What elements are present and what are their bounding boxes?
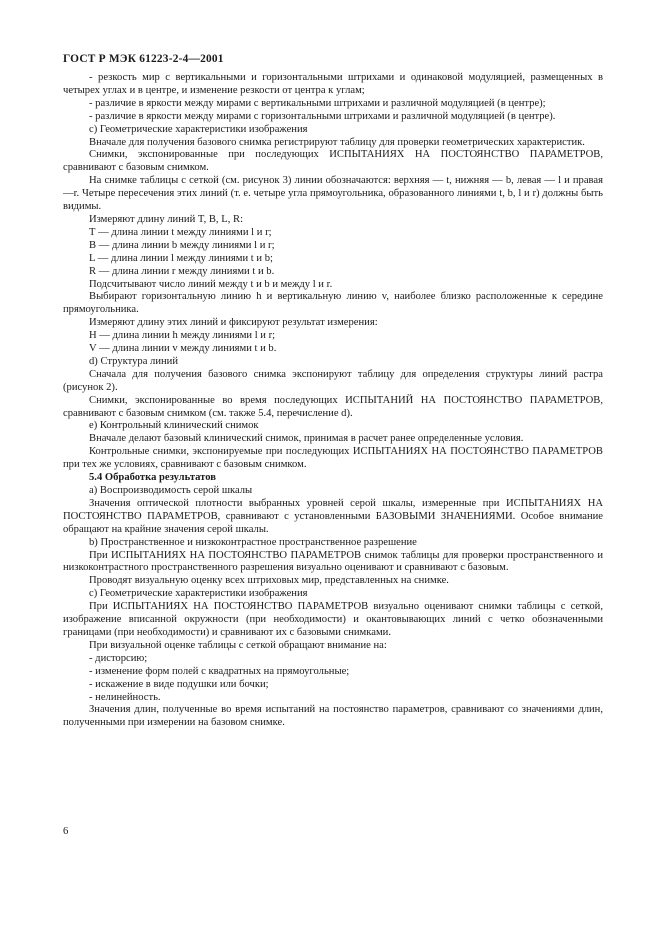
subsection-heading: b) Пространственное и низкоконтрастное пространственное разрешение [89, 536, 417, 548]
list-item: Т — длина линии t между линиями l и r; [89, 226, 272, 238]
paragraph: - различие в яркости между мирами с горизонтальными штрихами и различной модуляцией (в центре). [89, 110, 556, 122]
list-item: - нелинейность. [89, 691, 161, 703]
paragraph: Измеряют длину линий T, B, L, R: [89, 213, 244, 225]
paragraph: На снимке таблицы с сеткой (см. рисунок 3) линии обозначаются: верхняя — t, нижняя — b, левая — l и правая —r. Четыре пересечения этих линий (т. е. четыре угла прямоугольника, образованного линиями t, b, l и r) должны быть видимы. [63, 175, 603, 213]
list-item: - искажение в виде подушки или бочки; [89, 678, 269, 690]
subsection-heading: с) Геометрические характеристики изображения [89, 588, 308, 600]
list-item: В — длина линии b между линиями l и r; [89, 239, 275, 251]
paragraph: При ИСПЫТАНИЯХ НА ПОСТОЯНСТВО ПАРАМЕТРОВ визуально оценивают снимки таблицы с сеткой, изображение вписанной окружности (при необходимости) и окантовывающих линий с четко обозначенными границами (при необходимости) и сравнивают их с базовыми снимками. [63, 601, 603, 638]
list-item: L — длина линии l между линиями t и b; [89, 252, 273, 264]
subsection-heading: е) Контрольный клинический снимок [89, 420, 259, 432]
list-item: - изменение форм полей с квадратных на прямоугольные; [89, 665, 350, 677]
paragraph: Подсчитывают число линий между t и b и между l и r. [89, 278, 333, 290]
document-header: ГОСТ Р МЭК 61223-2-4—2001 [63, 53, 224, 65]
list-item: V — длина линии v между линиями t и b. [89, 343, 277, 355]
list-item: R — длина линии r между линиями t и b. [89, 265, 275, 277]
paragraph: Проводят визуальную оценку всех штриховых мир, представленных на снимке. [89, 575, 449, 587]
paragraph: - различие в яркости между мирами с вертикальными штрихами и различной модуляцией (в центре); [89, 97, 546, 109]
paragraph: Выбирают горизонтальную линию h и вертикальную линию v, наиболее близко расположенные к середине прямоугольника. [63, 291, 603, 316]
paragraph: Вначале делают базовый клинический снимок, принимая в расчет ранее определенные условия. [89, 433, 524, 445]
paragraph: Значения оптической плотности выбранных уровней серой шкалы, измеренные при ИСПЫТАНИЯХ НА ПОСТОЯНСТВО ПАРАМЕТРОВ, сравнивают с установленными БАЗОВЫМИ ЗНАЧЕНИЯМИ. Особое внимание обращают на крайние значения серой шкалы. [63, 497, 603, 535]
subsection-heading: d) Структура линий [89, 355, 179, 367]
paragraph: При визуальной оценке таблицы с сеткой обращают внимание на: [89, 639, 387, 651]
list-item: - дисторсию; [89, 652, 148, 664]
paragraph: При ИСПЫТАНИЯХ НА ПОСТОЯНСТВО ПАРАМЕТРОВ снимок таблицы для проверки пространственного и низкоконтрастного пространственного разрешения визуально оценивают и сравнивают с базовым. [63, 549, 603, 574]
section-heading: 5.4 Обработка результатов [89, 472, 216, 484]
paragraph: Значения длин, полученные во время испытаний на постоянство параметров, сравнивают со значениями длин, полученными при измерении на базовом снимке. [63, 704, 603, 729]
paragraph: Контрольные снимки, экспонируемые при последующих ИСПЫТАНИЯХ НА ПОСТОЯНСТВО ПАРАМЕТРОВ при тех же условиях, сравнивают с базовым снимком. [63, 446, 603, 471]
document-body [63, 72, 603, 730]
page-number: 6 [63, 826, 69, 837]
paragraph: Снимки, экспонированные при последующих ИСПЫТАНИЯХ НА ПОСТОЯНСТВО ПАРАМЕТРОВ, сравнивают с базовым снимком. [63, 149, 603, 174]
paragraph: Снимки, экспонированные во время последующих ИСПЫТАНИЙ НА ПОСТОЯНСТВО ПАРАМЕТРОВ, сравнивают с базовым снимком (см. также 5.4, перечисление d). [63, 394, 603, 419]
paragraph: Измеряют длину этих линий и фиксируют результат измерения: [89, 317, 378, 329]
paragraph: - резкость мир с вертикальными и горизонтальными штрихами и одинаковой модуляцией, размещенных в четырех углах и в центре, и изменение резкости от центра к углам; [63, 72, 603, 96]
paragraph: Вначале для получения базового снимка регистрируют таблицу для проверки геометрических характеристик. [89, 136, 585, 148]
subsection-heading: а) Воспроизводимость серой шкалы [89, 485, 253, 496]
paragraph: Сначала для получения базового снимка экспонируют таблицу для определения структуры линий растра (рисунок 2). [63, 368, 603, 393]
list-item: Н — длина линии h между линиями l и r; [89, 330, 276, 342]
subsection-heading: с) Геометрические характеристики изображения [89, 123, 308, 135]
